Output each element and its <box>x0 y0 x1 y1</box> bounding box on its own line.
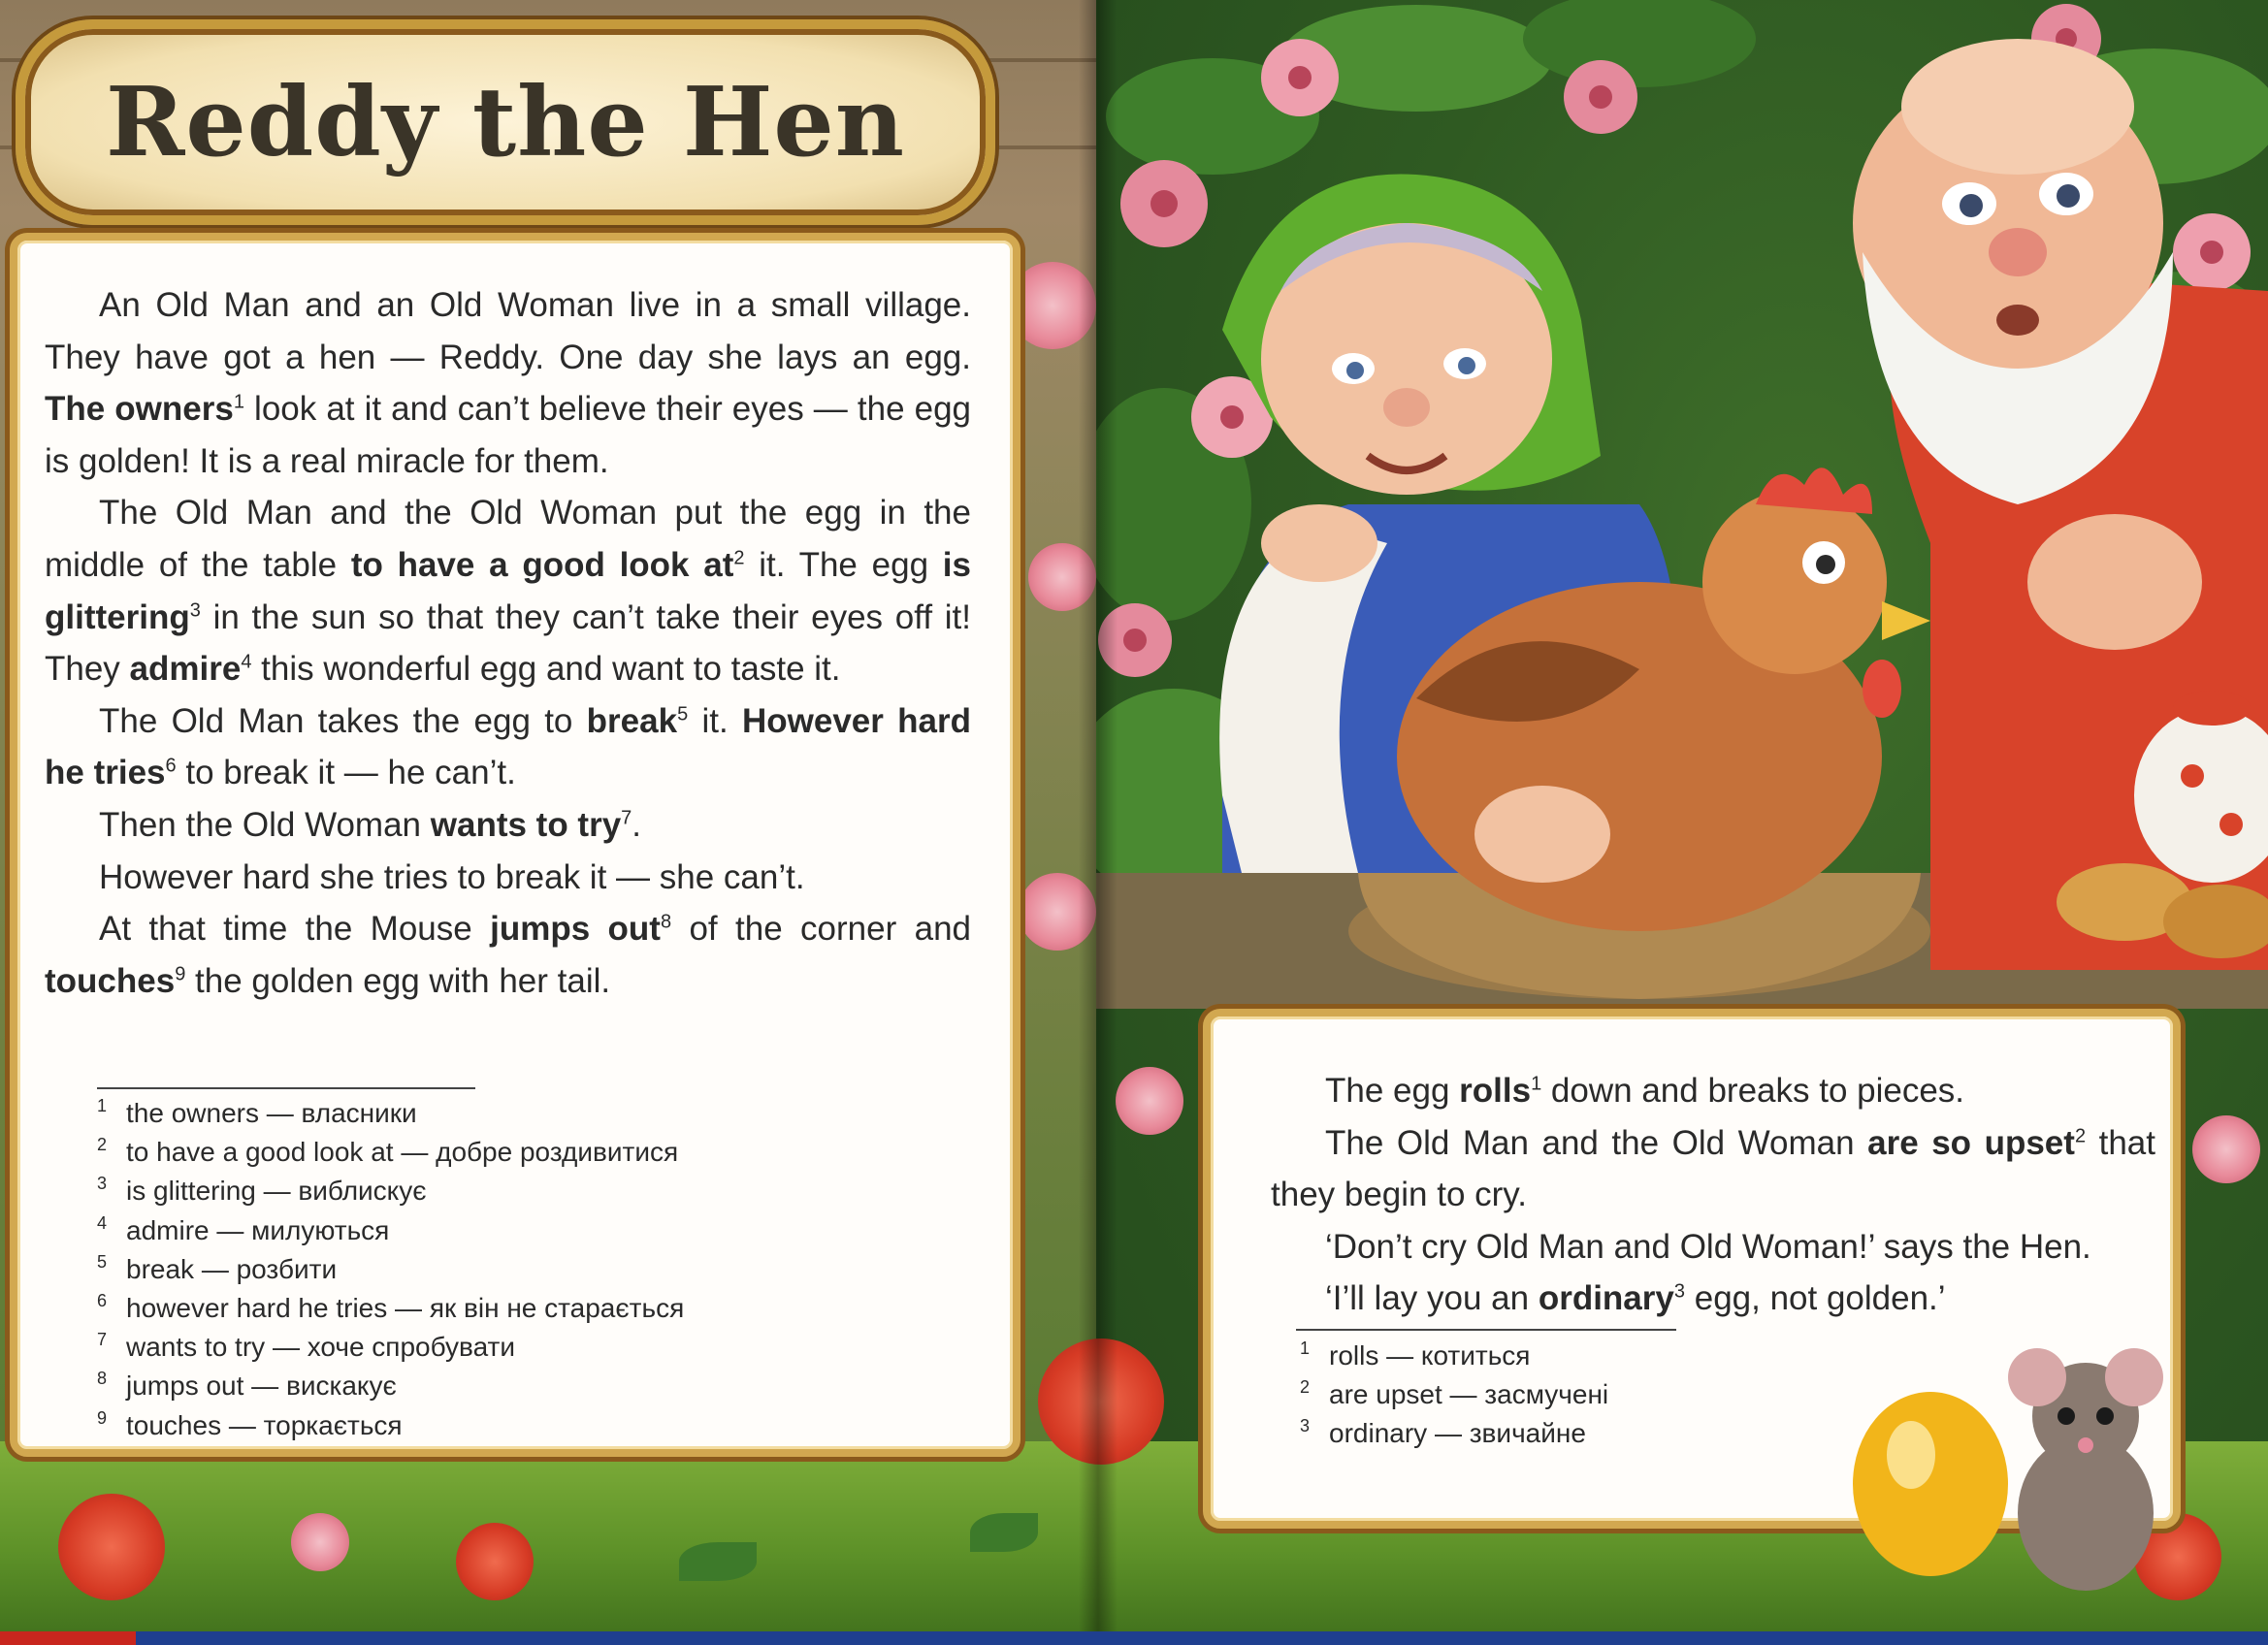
golden-egg-and-mouse <box>1843 1319 2173 1610</box>
footnote-ref: 1 <box>233 391 244 413</box>
footnote-number: 2 <box>1300 1377 1311 1398</box>
red-flower <box>58 1494 165 1600</box>
hand <box>2027 514 2202 650</box>
hand <box>1474 786 1610 883</box>
story-text: look at it and can’t believe their eyes — the egg is golden! It is a real miracle for them. <box>45 390 972 480</box>
footnote-number: 5 <box>97 1251 108 1272</box>
story-paragraph <box>45 852 971 904</box>
footnote-number: 4 <box>97 1212 108 1233</box>
footnote-ref: 2 <box>2074 1124 2087 1146</box>
footnote-divider <box>97 1087 475 1089</box>
story-text: The Old Man takes the egg to <box>99 701 587 740</box>
left-text-panel <box>10 233 1021 1457</box>
story-text: that they begin to cry. <box>1271 1123 2155 1214</box>
pink-flower <box>291 1513 349 1571</box>
vocab-term: admire <box>129 650 242 689</box>
story-paragraph <box>1271 1117 2155 1221</box>
vocab-term: is glittering <box>45 545 971 636</box>
left-story-text <box>45 279 971 1007</box>
story-text: Then the Old Woman <box>99 805 431 844</box>
story-text: The Old Man and the Old Woman put the egg in the middle of the table <box>45 494 971 584</box>
footnote-item <box>1300 1337 1882 1375</box>
footnote-ref: 9 <box>175 963 186 985</box>
story-text: egg, not golden.’ <box>1685 1279 1946 1318</box>
bottom-bar-accent <box>0 1631 136 1645</box>
bottom-bar <box>0 1631 2268 1645</box>
book-gutter <box>1079 0 1118 1645</box>
red-flower <box>456 1523 534 1600</box>
vocab-term: However hard he tries <box>45 701 971 792</box>
footnote-text: is glittering — виблискує <box>126 1176 427 1207</box>
footnote-number: 9 <box>97 1407 108 1428</box>
footnote-ref: 4 <box>241 651 252 673</box>
footnote-text: admire — милуються <box>126 1214 390 1245</box>
leaf <box>679 1542 757 1581</box>
story-text: An Old Man and an Old Woman live in a small village. They have got a hen — Reddy. One day she lays an egg. <box>45 286 971 376</box>
story-text: the golden egg with her tail. <box>185 961 611 1000</box>
footnote-text: however hard he tries — як він не старається <box>126 1293 685 1324</box>
story-text: . <box>632 805 642 844</box>
story-text: ‘Don’t cry Old Man and Old Woman!’ says the Hen. <box>1325 1227 2091 1266</box>
footnote-ref: 8 <box>660 911 672 933</box>
footnote-item <box>97 1133 970 1172</box>
page-title: Reddy the Hen <box>105 66 906 178</box>
vocab-term: rolls <box>1459 1072 1532 1110</box>
footnote-item <box>1300 1375 1882 1414</box>
vocab-term: wants to try <box>430 805 622 844</box>
right-story-text <box>1271 1065 2155 1325</box>
mouse <box>2008 1348 2163 1591</box>
footnote-number: 3 <box>1300 1416 1311 1436</box>
story-text: The Old Man and the Old Woman <box>1325 1123 1868 1162</box>
footnote-text: the owners — власники <box>126 1098 417 1128</box>
story-text: to break it — he can’t. <box>176 754 516 792</box>
illustration-old-couple-with-hen <box>1096 0 2268 1009</box>
footnote-item <box>97 1211 970 1250</box>
footnote-number: 1 <box>97 1096 108 1115</box>
footnote-item <box>1300 1414 1882 1453</box>
story-text: in the sun so that they can’t take their eyes off it! They <box>45 597 971 689</box>
story-paragraph <box>45 695 971 799</box>
story-text: The egg <box>1325 1072 1460 1110</box>
footnote-divider <box>1296 1329 1676 1331</box>
story-text: down and breaks to pieces. <box>1541 1072 1965 1110</box>
leaf <box>970 1513 1038 1552</box>
vocab-term: are so upset <box>1867 1123 2075 1162</box>
footnote-text: are upset — засмучені <box>1329 1379 1609 1410</box>
footnote-text: wants to try — хоче спробувати <box>126 1332 516 1363</box>
footnote-item <box>97 1328 970 1367</box>
title-banner <box>16 19 995 225</box>
footnote-ref: 2 <box>733 547 745 569</box>
footnote-item <box>97 1094 970 1133</box>
footnote-item <box>97 1289 970 1328</box>
story-paragraph <box>45 799 971 852</box>
footnote-number: 8 <box>97 1369 108 1389</box>
footnote-number: 7 <box>97 1330 108 1350</box>
story-paragraph <box>45 903 971 1007</box>
footnote-ref: 1 <box>1531 1073 1542 1095</box>
footnote-number: 1 <box>1300 1339 1311 1358</box>
vocab-term: to have a good look at <box>350 545 734 584</box>
footnote-text: jumps out — вискакує <box>126 1371 397 1402</box>
egg-highlight <box>1887 1421 1935 1489</box>
footnote-number: 3 <box>97 1174 108 1194</box>
story-text: However hard she tries to break it — she can’t. <box>99 857 805 896</box>
story-text: ‘I’ll lay you an <box>1325 1279 1539 1318</box>
story-paragraph <box>45 279 971 487</box>
vocab-term: touches <box>45 961 176 1000</box>
footnote-item <box>97 1406 970 1445</box>
footnote-number: 2 <box>97 1135 108 1155</box>
footnote-text: touches — торкається <box>126 1409 403 1440</box>
footnote-item <box>97 1367 970 1405</box>
footnote-item <box>97 1250 970 1289</box>
story-paragraph <box>1271 1221 2155 1274</box>
story-text: At that time the Mouse <box>99 910 491 949</box>
story-paragraph <box>45 487 971 694</box>
left-footnotes <box>97 1094 970 1445</box>
footnote-text: break — розбити <box>126 1253 338 1284</box>
vocab-term: break <box>586 701 678 740</box>
footnote-text: to have a good look at — добре роздивитися <box>126 1137 679 1168</box>
pink-flower <box>2192 1115 2260 1183</box>
footnote-text: rolls — котиться <box>1329 1340 1531 1371</box>
story-text: it. The egg <box>744 545 943 584</box>
story-text: this wonderful egg and want to taste it. <box>251 650 841 689</box>
footnote-item <box>97 1172 970 1210</box>
footnote-text: ordinary — звичайне <box>1329 1418 1586 1449</box>
footnote-ref: 7 <box>621 807 632 829</box>
golden-egg <box>1853 1392 2008 1576</box>
footnote-ref: 3 <box>1673 1280 1685 1303</box>
footnote-number: 6 <box>97 1291 108 1311</box>
right-footnotes <box>1300 1337 1882 1454</box>
story-paragraph <box>1271 1273 2155 1325</box>
story-text: of the corner and <box>671 910 971 949</box>
footnote-ref: 5 <box>677 703 689 726</box>
vocab-term: jumps out <box>490 910 661 949</box>
footnote-ref: 3 <box>189 598 201 621</box>
hand <box>1261 504 1377 582</box>
story-text: it. <box>688 701 742 740</box>
story-paragraph <box>1271 1065 2155 1117</box>
pink-flower <box>1116 1067 1183 1135</box>
vocab-term: ordinary <box>1538 1279 1674 1318</box>
footnote-ref: 6 <box>165 755 177 777</box>
vocab-term: The owners <box>45 390 234 429</box>
